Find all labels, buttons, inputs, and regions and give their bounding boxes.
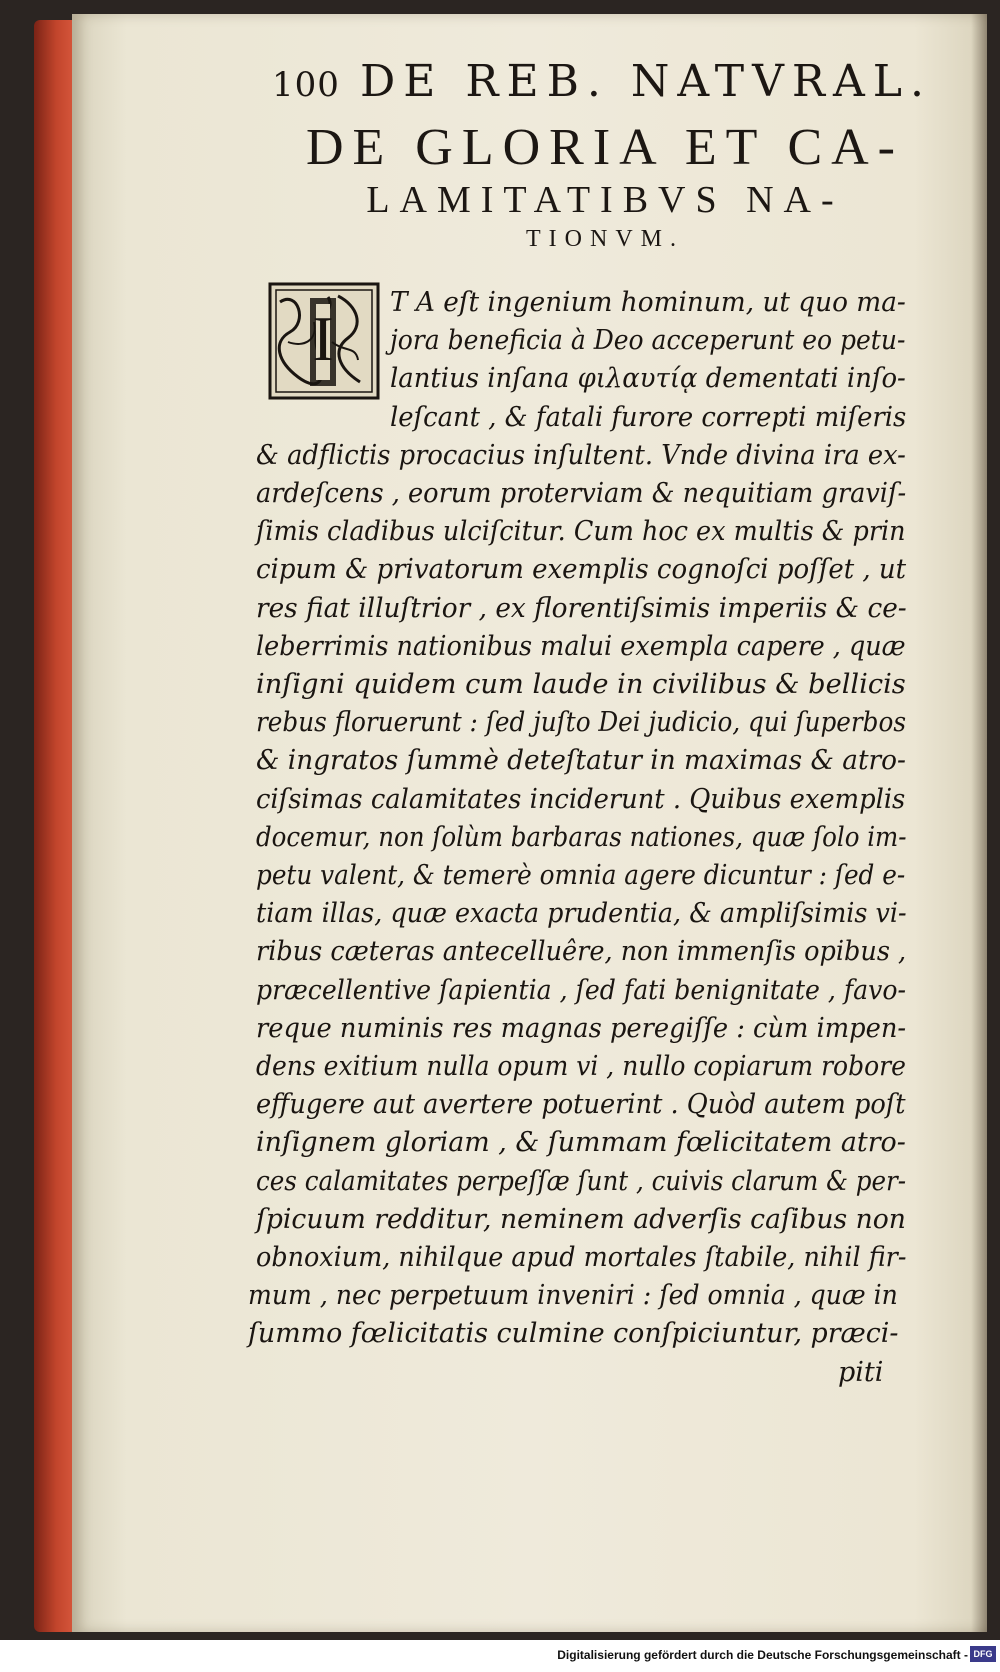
- digitization-credit: Digitalisierung gefördert durch die Deutsche Forschungsgemeinschaft -: [557, 1648, 968, 1662]
- chapter-title-line-2: LAMITATIBVS NA-: [366, 179, 844, 221]
- chapter-title-line-1: DE GLORIA ET CA-: [305, 119, 904, 176]
- text-line: ſimis cladibus ulciſcitur. Cum hoc ex multis & prin: [256, 516, 906, 548]
- text-line: petu valent, & temerè omnia agere dicuntur : ſed e-: [256, 860, 906, 891]
- text-line: ſpicuum redditur, neminem adverſis caſibus non: [256, 1203, 906, 1235]
- text-line: & adflictis procacius inſultent. Vnde divina ira ex-: [256, 439, 906, 471]
- text-line: piti: [838, 1356, 884, 1388]
- running-header: [272, 56, 932, 107]
- text-line: rebus floruerunt : ſed juſto Dei judicio, qui ſuperbos: [256, 707, 906, 739]
- chapter-title-line-3: TIONVM.: [526, 226, 684, 252]
- text-line: res fiat illuſtrior , ex florentiſsimis imperiis & ce-: [256, 592, 907, 624]
- text-line: ribus cæteras antecelluêre, non immenſis opibus ,: [256, 936, 907, 968]
- text-line: lantius inſana φιλαυτίᾳ dementati inſo-: [390, 363, 906, 395]
- decorated-initial-icon: [268, 282, 380, 400]
- text-line: inſignem gloriam , & ſummam fœlicitatem atro-: [256, 1127, 906, 1159]
- text-line: tiam illas, quæ exacta prudentia, & ampliſsimis vi-: [256, 898, 907, 930]
- decorated-initial: [268, 282, 380, 400]
- page-number: 100: [272, 65, 340, 105]
- text-line: leſcant , & fatali furore correpti miſeris: [390, 401, 907, 433]
- text-line: leberrimis nationibus malui exempla capere , quæ: [256, 630, 906, 662]
- text-line: jora beneficia à Deo acceperunt eo petu-: [390, 325, 906, 357]
- dfg-logo: DFG: [970, 1646, 996, 1662]
- text-line: obnoxium, nihilque apud mortales ſtabile, nihil fir-: [256, 1242, 907, 1273]
- text-line: & ingratos ſummè deteſtatur in maximas & atro-: [256, 745, 906, 777]
- text-line: ciſsimas calamitates inciderunt . Quibus exemplis: [256, 783, 906, 815]
- text-line: T A eſt ingenium hominum, ut quo ma-: [390, 287, 906, 318]
- text-line: reque numinis res magnas peregiſſe : cùm impen-: [256, 1012, 907, 1044]
- text-line: ardeſcens , eorum proterviam & nequitiam graviſ-: [256, 478, 907, 509]
- running-head: DE REB. NATVRAL.: [359, 56, 932, 107]
- text-line: cipum & privatorum exemplis cognoſci poſſet , ut: [256, 554, 907, 586]
- text-line: ces calamitates perpeſſæ ſunt , cuivis clarum & per-: [256, 1165, 907, 1197]
- text-line: inſigni quidem cum laude in civilibus & bellicis: [256, 669, 906, 700]
- text-line: docemur, non ſolùm barbaras nationes, quæ ſolo im-: [256, 821, 907, 853]
- text-line: ſummo fœlicitatis culmine conſpiciuntur, præci-: [248, 1318, 899, 1350]
- text-line: mum , nec perpetuum inveniri : ſed omnia , quæ in: [248, 1280, 898, 1312]
- text-line: præcellentive ſapientia , ſed fati benignitate , favo-: [256, 974, 906, 1006]
- text-line: dens exitium nulla opum vi , nullo copiarum robore: [256, 1051, 906, 1082]
- svg-text:I: I: [312, 303, 334, 374]
- text-line: effugere aut avertere potuerint . Quòd autem poſt: [256, 1089, 906, 1121]
